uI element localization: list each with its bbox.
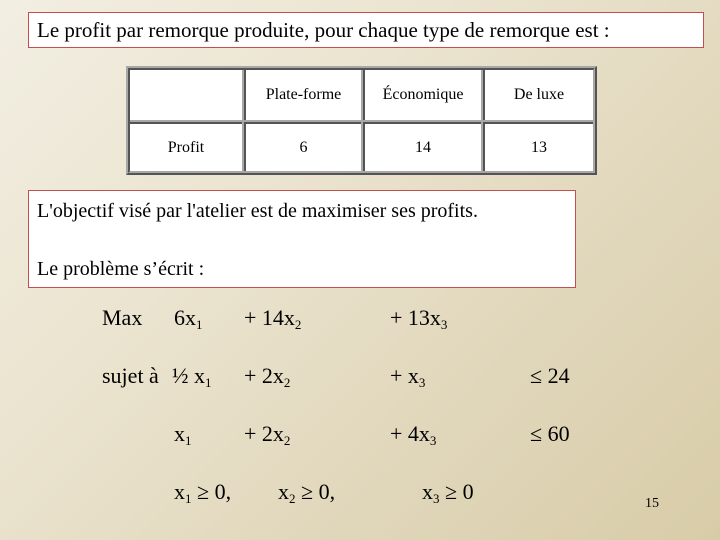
nonneg-x3: $x_3 \ge 0$ <box>422 479 474 506</box>
objective-box <box>28 190 576 288</box>
header-plate-forme: Plate-forme <box>242 70 361 120</box>
nonneg-x1: $x_1 \ge 0$, <box>174 479 232 506</box>
max-label: Max <box>102 305 143 330</box>
row-label-profit: Profit <box>130 120 242 171</box>
max-term-3: + $13x_3$ <box>390 305 448 332</box>
c1-rhs: ≤ 24 <box>530 363 570 388</box>
c1-term-3: + $x_3$ <box>390 363 426 390</box>
c2-term-3: + $4x_3$ <box>390 421 437 448</box>
c2-term-2: + $2x_2$ <box>244 421 291 448</box>
c1-term-1: ½ $x_1$ <box>172 363 212 390</box>
title-box <box>28 12 704 48</box>
table-header-empty <box>130 70 242 120</box>
c2-term-1: $x_1$ <box>174 421 192 448</box>
value-economique: 14 <box>361 120 481 171</box>
header-economique: Économique <box>361 70 481 120</box>
value-de-luxe: 13 <box>481 120 593 171</box>
header-de-luxe: De luxe <box>481 70 593 120</box>
objective-text: L'objectif visé par l'atelier est de maximiser ses profits. <box>37 200 478 222</box>
nonneg-x2: $x_2 \ge 0$, <box>278 479 336 506</box>
value-plate-forme: 6 <box>242 120 361 171</box>
c2-rhs: ≤ 60 <box>530 421 570 446</box>
max-term-2: + $14x_2$ <box>244 305 302 332</box>
page-number: 15 <box>645 496 659 511</box>
max-term-1: $6x_1$ <box>174 305 203 332</box>
subject-to-label: sujet à <box>102 363 159 388</box>
problem-intro: Le problème s’écrit : <box>37 258 205 280</box>
c1-term-2: + $2x_2$ <box>244 363 291 390</box>
profit-table <box>126 66 597 175</box>
slide-title: Le profit par remorque produite, pour chaque type de remorque est : <box>37 18 610 42</box>
